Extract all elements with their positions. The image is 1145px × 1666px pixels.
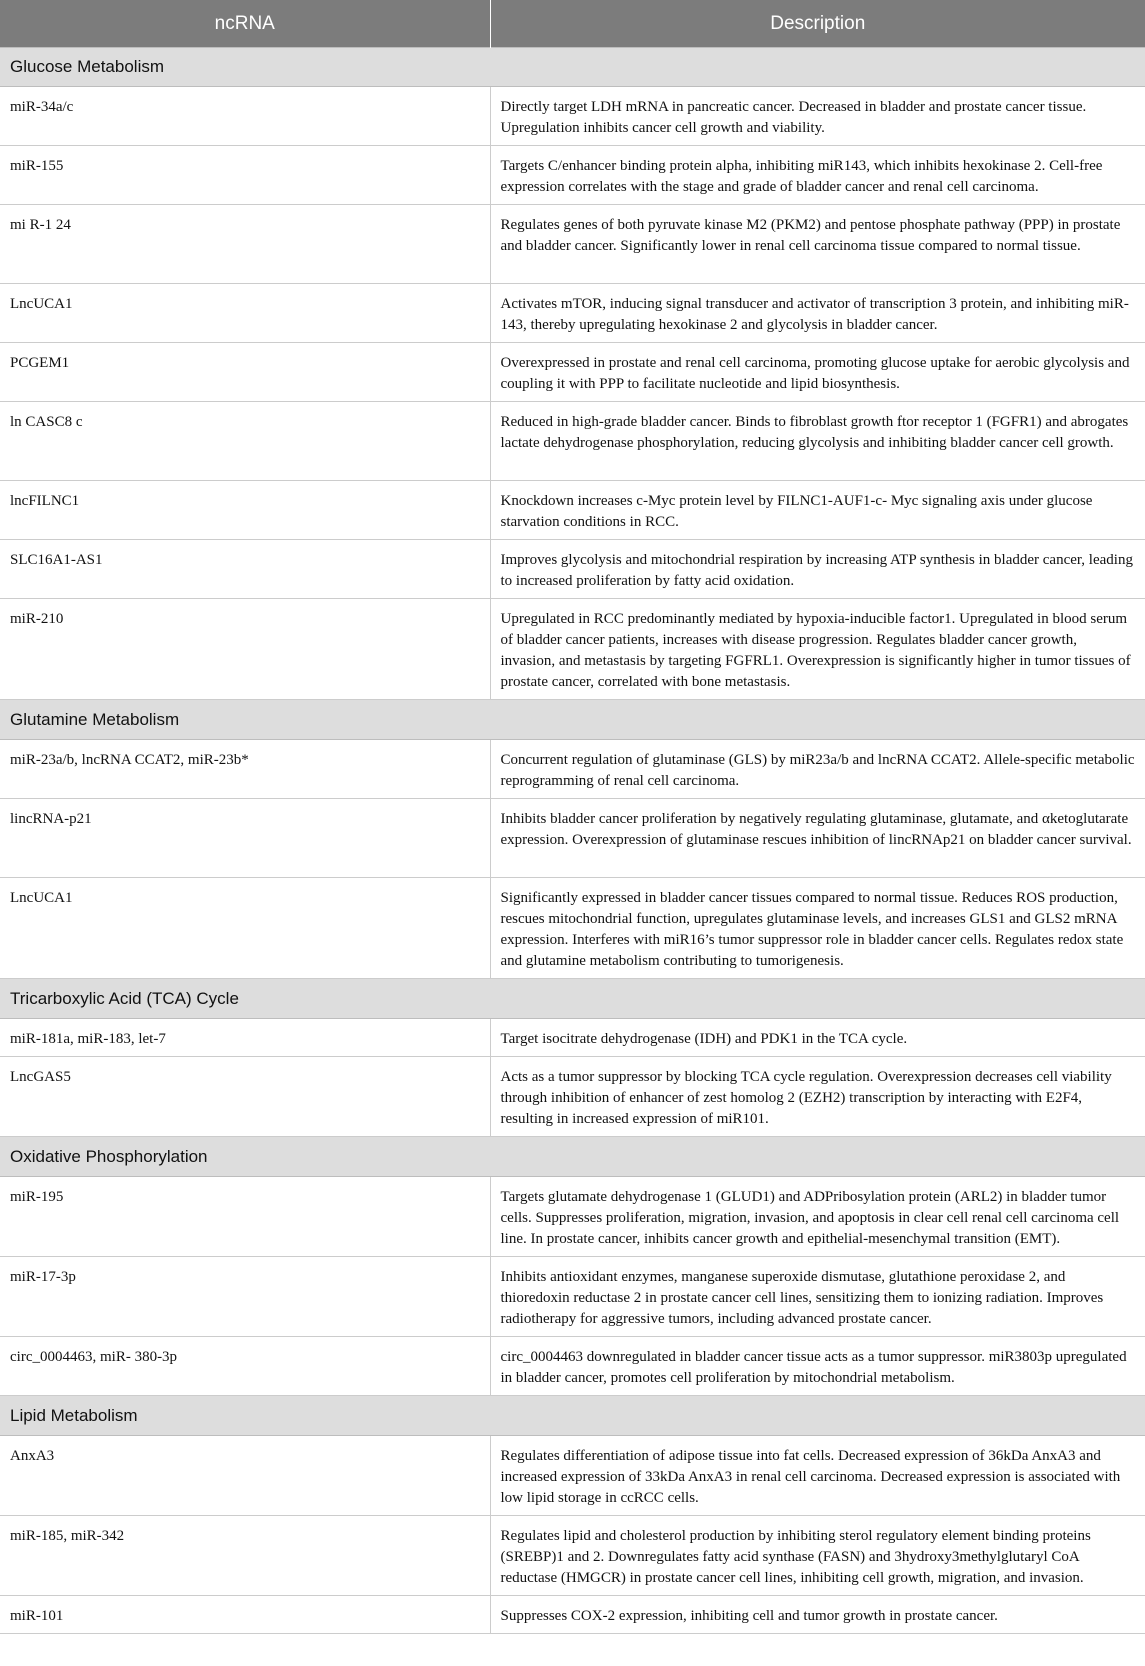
ncrna-name: LncGAS5 xyxy=(0,1057,490,1137)
ncrna-description: Inhibits antioxidant enzymes, manganese superoxide dismutase, glutathione peroxidase 2, and thioredoxin reductase 2 in prostate cancer cell lines, sensitizing them to ionizing radiation. Improves radiotherapy for aggressive tumors, including advanced prostate cancer. xyxy=(490,1257,1145,1337)
ncrna-name: AnxA3 xyxy=(0,1436,490,1516)
ncrna-description: Acts as a tumor suppressor by blocking TCA cycle regulation. Overexpression decreases cell viability through inhibition of enhancer of zest homolog 2 (EZH2) transcription by interacting with E2F4, resulting in increased expression of miR101. xyxy=(490,1057,1145,1137)
section-title: Glucose Metabolism xyxy=(0,48,1145,87)
table-row xyxy=(0,1257,1145,1337)
ncrna-name: miR-185, miR-342 xyxy=(0,1516,490,1596)
ncrna-name: miR-23a/b, lncRNA CCAT2, miR-23b* xyxy=(0,740,490,799)
ncrna-name: miR-17-3p xyxy=(0,1257,490,1337)
table-row xyxy=(0,1019,1145,1057)
table-row xyxy=(0,402,1145,481)
section-row xyxy=(0,979,1145,1019)
table-row xyxy=(0,1177,1145,1257)
table-row xyxy=(0,799,1145,878)
ncrna-name: miR-101 xyxy=(0,1596,490,1634)
section-title: Lipid Metabolism xyxy=(0,1396,1145,1436)
ncrna-name: miR-34a/c xyxy=(0,87,490,146)
ncrna-name: ln CASC8 c xyxy=(0,402,490,481)
ncrna-name: miR-181a, miR-183, let-7 xyxy=(0,1019,490,1057)
ncrna-description: Inhibits bladder cancer proliferation by negatively regulating glutaminase, glutamate, and αketoglutarate expression. Overexpression of glutaminase rescues inhibition of lincRNAp21 on bladder cancer survival. xyxy=(490,799,1145,878)
ncrna-description: Regulates differentiation of adipose tissue into fat cells. Decreased expression of 36kDa AnxA3 and increased expression of 33kDa AnxA3 in renal cell carcinoma. Decreased expression is associated with low lipid storage in ccRCC cells. xyxy=(490,1436,1145,1516)
table-row xyxy=(0,87,1145,146)
header-row xyxy=(0,0,1145,48)
table-row xyxy=(0,540,1145,599)
ncrna-description: Suppresses COX-2 expression, inhibiting cell and tumor growth in prostate cancer. xyxy=(490,1596,1145,1634)
ncrna-description: Targets C/enhancer binding protein alpha, inhibiting miR143, which inhibits hexokinase 2. Cell-free expression correlates with the stage and grade of bladder cancer and renal cell carcinoma. xyxy=(490,146,1145,205)
section-row xyxy=(0,48,1145,87)
ncrna-name: miR-195 xyxy=(0,1177,490,1257)
table-row xyxy=(0,1516,1145,1596)
column-header-description: Description xyxy=(490,0,1145,48)
ncrna-description: Regulates genes of both pyruvate kinase M2 (PKM2) and pentose phosphate pathway (PPP) in prostate and bladder cancer. Significantly lower in renal cell carcinoma tissue compared to normal tissue. xyxy=(490,205,1145,284)
ncrna-description: Target isocitrate dehydrogenase (IDH) and PDK1 in the TCA cycle. xyxy=(490,1019,1145,1057)
ncrna-description: Concurrent regulation of glutaminase (GLS) by miR23a/b and lncRNA CCAT2. Allele-specific metabolic reprogramming of renal cell carcinoma. xyxy=(490,740,1145,799)
ncrna-name: miR-155 xyxy=(0,146,490,205)
table-row xyxy=(0,740,1145,799)
table-row xyxy=(0,1596,1145,1634)
ncrna-description: Directly target LDH mRNA in pancreatic cancer. Decreased in bladder and prostate cancer tissue. Upregulation inhibits cancer cell growth and viability. xyxy=(490,87,1145,146)
ncrna-description: Reduced in high-grade bladder cancer. Binds to fibroblast growth ftor receptor 1 (FGFR1) and abrogates lactate dehydrogenase phosphorylation, reducing glycolysis and inhibiting bladder cancer cell growth. xyxy=(490,402,1145,481)
ncrna-name: LncUCA1 xyxy=(0,878,490,979)
table-row xyxy=(0,1436,1145,1516)
section-title: Oxidative Phosphorylation xyxy=(0,1137,1145,1177)
ncrna-description: Upregulated in RCC predominantly mediated by hypoxia-inducible factor1. Upregulated in blood serum of bladder cancer patients, increases with disease progression. Regulates bladder cancer growth, invasion, and metastasis by targeting FGFRL1. Overexpression is significantly higher in tumor tissues of prostate cancer, correlated with bone metastasis. xyxy=(490,599,1145,700)
column-header-ncrna: ncRNA xyxy=(0,0,490,48)
section-row xyxy=(0,700,1145,740)
ncrna-name: LncUCA1 xyxy=(0,284,490,343)
section-title: Tricarboxylic Acid (TCA) Cycle xyxy=(0,979,1145,1019)
table-row xyxy=(0,205,1145,284)
ncrna-name: mi R-1 24 xyxy=(0,205,490,284)
ncrna-name: circ_0004463, miR- 380-3p xyxy=(0,1337,490,1396)
table-row xyxy=(0,878,1145,979)
section-row xyxy=(0,1396,1145,1436)
section-title: Glutamine Metabolism xyxy=(0,700,1145,740)
table-row xyxy=(0,343,1145,402)
ncrna-name: lncFILNC1 xyxy=(0,481,490,540)
table-row xyxy=(0,284,1145,343)
ncrna-name: lincRNA-p21 xyxy=(0,799,490,878)
ncrna-name: miR-210 xyxy=(0,599,490,700)
table-row xyxy=(0,146,1145,205)
ncrna-description: Targets glutamate dehydrogenase 1 (GLUD1) and ADPribosylation protein (ARL2) in bladder tumor cells. Suppresses proliferation, migration, invasion, and apoptosis in clear cell renal cell carcinoma cell line. In prostate cancer, inhibits cancer growth and epithelial-mesenchymal transition (EMT). xyxy=(490,1177,1145,1257)
ncrna-description: Regulates lipid and cholesterol production by inhibiting sterol regulatory element binding proteins (SREBP)1 and 2. Downregulates fatty acid synthase (FASN) and 3hydroxy3methylglutaryl CoA reductase (HMGCR) in prostate cancer cell lines, inhibiting cell growth, migration, and invasion. xyxy=(490,1516,1145,1596)
table-row xyxy=(0,481,1145,540)
ncrna-description: Activates mTOR, inducing signal transducer and activator of transcription 3 protein, and inhibiting miR-143, thereby upregulating hexokinase 2 and glycolysis in bladder cancer. xyxy=(490,284,1145,343)
ncrna-name: PCGEM1 xyxy=(0,343,490,402)
ncrna-name: SLC16A1-AS1 xyxy=(0,540,490,599)
table-row xyxy=(0,1337,1145,1396)
ncrna-description: Improves glycolysis and mitochondrial respiration by increasing ATP synthesis in bladder cancer, leading to increased proliferation by fatty acid oxidation. xyxy=(490,540,1145,599)
table-row xyxy=(0,599,1145,700)
ncrna-description: circ_0004463 downregulated in bladder cancer tissue acts as a tumor suppressor. miR3803p upregulated in bladder cancer, promotes cell proliferation by mitochondrial metabolism. xyxy=(490,1337,1145,1396)
ncrna-description: Overexpressed in prostate and renal cell carcinoma, promoting glucose uptake for aerobic glycolysis and coupling it with PPP to facilitate nucleotide and lipid biosynthesis. xyxy=(490,343,1145,402)
ncrna-description: Significantly expressed in bladder cancer tissues compared to normal tissue. Reduces ROS production, rescues mitochondrial function, upregulates glutaminase levels, and increases GLS1 and GLS2 mRNA expression. Interferes with miR16’s tumor suppressor role in bladder cancer cells. Regulates redox state and glutamine metabolism contributing to tumorigenesis. xyxy=(490,878,1145,979)
ncrna-description: Knockdown increases c-Myc protein level by FILNC1-AUF1-c- Myc signaling axis under glucose starvation conditions in RCC. xyxy=(490,481,1145,540)
table-row xyxy=(0,1057,1145,1137)
section-row xyxy=(0,1137,1145,1177)
